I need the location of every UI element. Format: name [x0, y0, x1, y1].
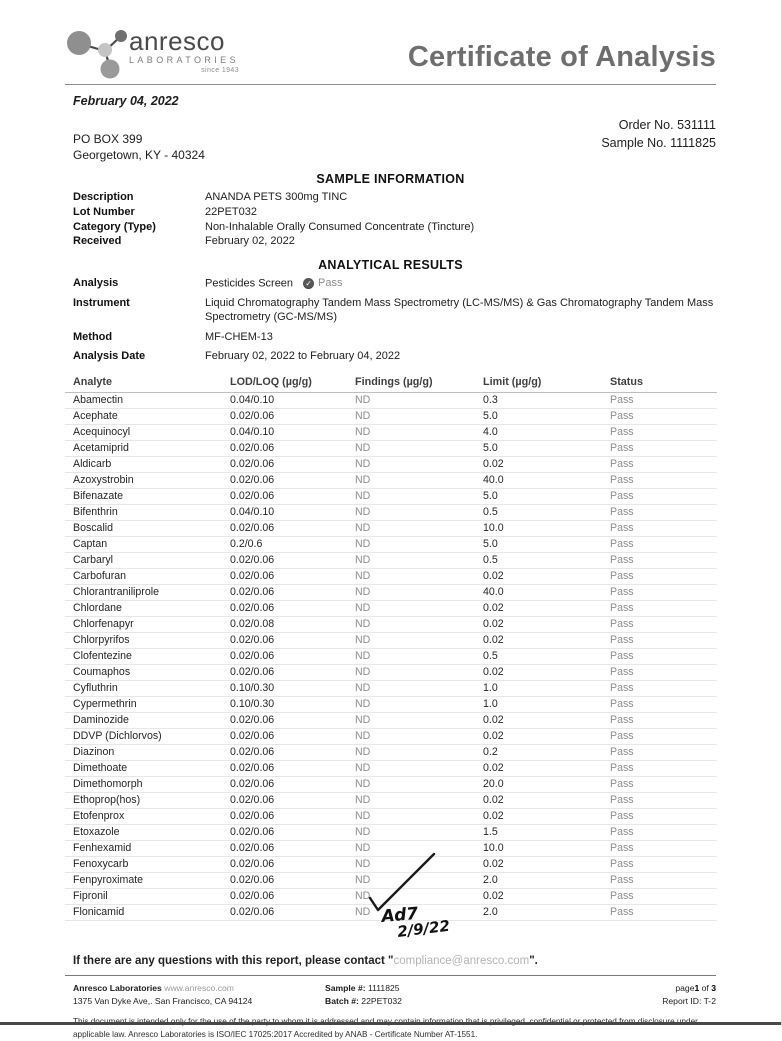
cell-lod-loq: 0.02/0.06 [230, 840, 355, 856]
cell-analyte: Etoxazole [65, 824, 230, 840]
cell-lod-loq: 0.02/0.06 [230, 712, 355, 728]
cell-status: Pass [610, 456, 717, 472]
footer: Anresco Laboratories www.anresco.com 1375 Van Dyke Ave,. San Francisco, CA 94124 Sample #: 1111825 Batch #: 22PET032 page1 of 3 Report ID: T-2 [0, 976, 781, 1009]
table-row [65, 904, 717, 920]
cell-limit: 2.0 [483, 872, 610, 888]
cell-limit: 0.3 [483, 392, 610, 408]
cell-analyte: Fipronil [65, 888, 230, 904]
cell-findings: ND [355, 408, 483, 424]
cell-analyte: Diazinon [65, 744, 230, 760]
cell-status: Pass [610, 552, 717, 568]
cell-status: Pass [610, 792, 717, 808]
cell-analyte: Coumaphos [65, 664, 230, 680]
table-row [65, 392, 717, 408]
cell-findings: ND [355, 744, 483, 760]
cell-analyte: Acequinocyl [65, 424, 230, 440]
cell-analyte: Cyfluthrin [65, 680, 230, 696]
cell-analyte: Captan [65, 536, 230, 552]
cell-status: Pass [610, 872, 717, 888]
cell-limit: 0.02 [483, 616, 610, 632]
table-row [65, 840, 717, 856]
cell-limit: 40.0 [483, 584, 610, 600]
cell-findings: ND [355, 520, 483, 536]
table-row [65, 872, 717, 888]
table-row [65, 552, 717, 568]
cell-lod-loq: 0.02/0.06 [230, 552, 355, 568]
cell-findings: ND [355, 824, 483, 840]
cell-lod-loq: 0.02/0.06 [230, 440, 355, 456]
table-row [65, 456, 717, 472]
page-indicator: page1 of 3 [675, 982, 716, 993]
cell-findings: ND [355, 552, 483, 568]
sample-number: Sample No. 1111825 [601, 136, 716, 151]
table-row [65, 472, 717, 488]
cell-limit: 0.5 [483, 648, 610, 664]
cell-findings: ND [355, 712, 483, 728]
cell-findings: ND [355, 632, 483, 648]
brand-name: anresco [129, 26, 225, 56]
cell-limit: 0.5 [483, 552, 610, 568]
cell-limit: 1.0 [483, 696, 610, 712]
report-id: Report ID: T-2 [662, 995, 716, 1006]
cell-limit: 5.0 [483, 536, 610, 552]
column-header-lod-loq: LOD/LOQ (µg/g) [230, 374, 355, 393]
cell-status: Pass [610, 600, 717, 616]
analysis-value: Pesticides Screen [205, 277, 294, 290]
cell-lod-loq: 0.02/0.06 [230, 584, 355, 600]
cell-status: Pass [610, 488, 717, 504]
footer-disclaimer: applicable law. Anresco Laboratories is ISO/IEC 17025:2017 Accredited by ANAB - Certificate Number AT-1551. [73, 1029, 478, 1039]
cell-status: Pass [610, 392, 717, 408]
table-row [65, 712, 717, 728]
cell-lod-loq: 0.10/0.30 [230, 680, 355, 696]
cell-lod-loq: 0.02/0.06 [230, 744, 355, 760]
pass-status-label: Pass [318, 277, 343, 290]
table-row [65, 424, 717, 440]
page-bottom-edge [0, 1022, 781, 1025]
cell-lod-loq: 0.10/0.30 [230, 696, 355, 712]
cell-lod-loq: 0.02/0.06 [230, 760, 355, 776]
table-header-row [65, 374, 717, 393]
cell-lod-loq: 0.02/0.08 [230, 616, 355, 632]
cell-status: Pass [610, 856, 717, 872]
cell-lod-loq: 0.02/0.06 [230, 664, 355, 680]
cell-findings: ND [355, 424, 483, 440]
table-row [65, 536, 717, 552]
cell-analyte: Cypermethrin [65, 696, 230, 712]
cell-findings: ND [355, 888, 483, 904]
cell-status: Pass [610, 712, 717, 728]
cell-lod-loq: 0.02/0.06 [230, 408, 355, 424]
cell-lod-loq: 0.02/0.06 [230, 456, 355, 472]
cell-analyte: Chlorantraniliprole [65, 584, 230, 600]
cell-limit: 0.02 [483, 632, 610, 648]
cell-limit: 5.0 [483, 408, 610, 424]
cell-findings: ND [355, 760, 483, 776]
cell-limit: 2.0 [483, 904, 610, 920]
brand-subtitle: LABORATORIES [129, 55, 239, 65]
field-instrument: Instrument Liquid Chromatography Tandem Mass Spectrometry (LC-MS/MS) & Gas Chromatography Tandem Mass Spectrometry (GC-MS/MS) [73, 296, 714, 324]
order-number: Order No. 531111 [618, 118, 716, 132]
cell-findings: ND [355, 840, 483, 856]
cell-lod-loq: 0.04/0.10 [230, 504, 355, 520]
cell-lod-loq: 0.04/0.10 [230, 392, 355, 408]
cell-status: Pass [610, 728, 717, 744]
address-line-1: PO BOX 399 [73, 132, 143, 146]
cell-limit: 4.0 [483, 424, 610, 440]
table-row [65, 792, 717, 808]
cell-analyte: Ethoprop(hos) [65, 792, 230, 808]
cell-status: Pass [610, 696, 717, 712]
meta-band [65, 116, 716, 163]
cell-analyte: Bifenazate [65, 488, 230, 504]
cell-limit: 40.0 [483, 472, 610, 488]
table-row [65, 616, 717, 632]
cell-analyte: Bifenthrin [65, 504, 230, 520]
cell-findings: ND [355, 680, 483, 696]
cell-lod-loq: 0.02/0.06 [230, 904, 355, 920]
table-row [65, 520, 717, 536]
field-lot-number: Lot Number 22PET032 [73, 205, 257, 218]
cell-status: Pass [610, 424, 717, 440]
cell-analyte: Flonicamid [65, 904, 230, 920]
table-row [65, 408, 717, 424]
field-analysis: Analysis Pesticides Screen ✓ Pass [73, 277, 343, 290]
cell-lod-loq: 0.02/0.06 [230, 856, 355, 872]
table-row [65, 440, 717, 456]
cell-analyte: Acephate [65, 408, 230, 424]
cell-limit: 1.5 [483, 824, 610, 840]
field-method: Method MF-CHEM-13 [73, 330, 273, 343]
table-row [65, 632, 717, 648]
cell-lod-loq: 0.02/0.06 [230, 472, 355, 488]
cell-findings: ND [355, 728, 483, 744]
cell-limit: 20.0 [483, 776, 610, 792]
column-header-limit: Limit (µg/g) [483, 374, 610, 393]
cell-lod-loq: 0.04/0.10 [230, 424, 355, 440]
cell-findings: ND [355, 536, 483, 552]
cell-lod-loq: 0.02/0.06 [230, 632, 355, 648]
field-category-type: Category (Type) Non-Inhalable Orally Consumed Concentrate (Tincture) [73, 220, 475, 233]
cell-limit: 0.02 [483, 808, 610, 824]
cell-findings: ND [355, 488, 483, 504]
table-row [65, 600, 717, 616]
footer-address: 1375 Van Dyke Ave,. San Francisco, CA 94124 [73, 995, 253, 1006]
anresco-logo [65, 28, 239, 80]
cell-lod-loq: 0.02/0.06 [230, 808, 355, 824]
cell-limit: 0.02 [483, 712, 610, 728]
header [65, 0, 716, 80]
cell-findings: ND [355, 456, 483, 472]
cell-limit: 0.2 [483, 744, 610, 760]
sample-information-heading: SAMPLE INFORMATION [316, 172, 465, 187]
cell-status: Pass [610, 760, 717, 776]
cell-analyte: Azoxystrobin [65, 472, 230, 488]
cell-findings: ND [355, 664, 483, 680]
cell-findings: ND [355, 392, 483, 408]
cell-limit: 5.0 [483, 440, 610, 456]
cell-analyte: Carbofuran [65, 568, 230, 584]
cell-lod-loq: 0.02/0.06 [230, 776, 355, 792]
cell-status: Pass [610, 584, 717, 600]
table-row [65, 856, 717, 872]
cell-analyte: Daminozide [65, 712, 230, 728]
cell-analyte: Boscalid [65, 520, 230, 536]
cell-limit: 0.02 [483, 568, 610, 584]
cell-status: Pass [610, 520, 717, 536]
cell-limit: 0.02 [483, 760, 610, 776]
cell-analyte: Abamectin [65, 392, 230, 408]
report-date: February 04, 2022 [73, 94, 179, 108]
cell-limit: 0.5 [483, 504, 610, 520]
cell-limit: 0.02 [483, 728, 610, 744]
cell-analyte: Chlorfenapyr [65, 616, 230, 632]
cell-status: Pass [610, 440, 717, 456]
cell-status: Pass [610, 632, 717, 648]
cell-analyte: Aldicarb [65, 456, 230, 472]
column-header-status: Status [610, 374, 717, 393]
cell-limit: 0.02 [483, 888, 610, 904]
cell-findings: ND [355, 904, 483, 920]
cell-findings: ND [355, 616, 483, 632]
pesticides-results-table [65, 374, 717, 921]
table-row [65, 680, 717, 696]
cell-limit: 0.02 [483, 600, 610, 616]
cell-status: Pass [610, 808, 717, 824]
analytical-results-fields [65, 276, 716, 363]
sample-information-fields [65, 190, 716, 249]
cell-analyte: DDVP (Dichlorvos) [65, 728, 230, 744]
cell-lod-loq: 0.02/0.06 [230, 728, 355, 744]
table-row [65, 488, 717, 504]
cell-findings: ND [355, 504, 483, 520]
cell-status: Pass [610, 840, 717, 856]
molecule-logo-icon [65, 28, 127, 80]
handwritten-date: 2/9/22 [396, 916, 451, 941]
cell-analyte: Fenpyroximate [65, 872, 230, 888]
table-row [65, 888, 717, 904]
cell-status: Pass [610, 904, 717, 920]
cell-findings: ND [355, 584, 483, 600]
cell-status: Pass [610, 472, 717, 488]
field-analysis-date: Analysis Date February 02, 2022 to February 04, 2022 [73, 349, 401, 362]
cell-limit: 0.02 [483, 664, 610, 680]
cell-findings: ND [355, 872, 483, 888]
table-row [65, 696, 717, 712]
cell-limit: 10.0 [483, 840, 610, 856]
table-row [65, 648, 717, 664]
cell-lod-loq: 0.02/0.06 [230, 824, 355, 840]
cell-analyte: Carbaryl [65, 552, 230, 568]
header-divider [65, 84, 716, 85]
brand-since: since 1943 [201, 67, 239, 74]
cell-limit: 1.0 [483, 680, 610, 696]
cell-lod-loq: 0.02/0.06 [230, 872, 355, 888]
cell-analyte: Fenoxycarb [65, 856, 230, 872]
cell-status: Pass [610, 744, 717, 760]
cell-analyte: Dimethomorph [65, 776, 230, 792]
cell-findings: ND [355, 808, 483, 824]
cell-analyte: Acetamiprid [65, 440, 230, 456]
cell-lod-loq: 0.02/0.06 [230, 648, 355, 664]
footer-website-link[interactable]: www.anresco.com [164, 982, 234, 993]
table-row [65, 568, 717, 584]
cell-lod-loq: 0.2/0.6 [230, 536, 355, 552]
cell-limit: 0.02 [483, 856, 610, 872]
footer-company: Anresco Laboratories [73, 982, 162, 993]
cell-limit: 0.02 [483, 456, 610, 472]
cell-analyte: Chlorpyrifos [65, 632, 230, 648]
table-row [65, 728, 717, 744]
analytical-results-heading: ANALYTICAL RESULTS [318, 258, 463, 273]
cell-status: Pass [610, 664, 717, 680]
cell-findings: ND [355, 440, 483, 456]
table-row [65, 504, 717, 520]
cell-limit: 5.0 [483, 488, 610, 504]
cell-analyte: Dimethoate [65, 760, 230, 776]
cell-analyte: Chlordane [65, 600, 230, 616]
cell-status: Pass [610, 888, 717, 904]
footer-sample-number: 1111825 [368, 982, 400, 993]
cell-lod-loq: 0.02/0.06 [230, 888, 355, 904]
contact-note: If there are any questions with this report, please contact "compliance@anresco.com". [73, 954, 538, 967]
footer-batch-number: 22PET032 [361, 995, 402, 1006]
cell-analyte: Clofentezine [65, 648, 230, 664]
cell-findings: ND [355, 472, 483, 488]
cell-status: Pass [610, 408, 717, 424]
pass-check-icon: ✓ [303, 278, 314, 289]
cell-limit: 0.02 [483, 792, 610, 808]
cell-status: Pass [610, 504, 717, 520]
column-header-findings: Findings (µg/g) [355, 374, 483, 393]
cell-findings: ND [355, 648, 483, 664]
compliance-email-link[interactable]: compliance@anresco.com [393, 954, 530, 967]
table-row [65, 824, 717, 840]
cell-findings: ND [355, 856, 483, 872]
cell-limit: 10.0 [483, 520, 610, 536]
table-row [65, 664, 717, 680]
cell-findings: ND [355, 568, 483, 584]
cell-status: Pass [610, 616, 717, 632]
pass-status-badge [303, 276, 342, 291]
cell-lod-loq: 0.02/0.06 [230, 520, 355, 536]
column-header-analyte: Analyte [65, 374, 230, 393]
table-row [65, 744, 717, 760]
cell-lod-loq: 0.02/0.06 [230, 600, 355, 616]
table-row [65, 776, 717, 792]
field-description: Description ANANDA PETS 300mg TINC [73, 191, 348, 204]
table-row [65, 808, 717, 824]
cell-status: Pass [610, 568, 717, 584]
document-title: Certificate of Analysis [407, 41, 716, 73]
table-row [65, 584, 717, 600]
cell-status: Pass [610, 824, 717, 840]
cell-findings: ND [355, 792, 483, 808]
cell-findings: ND [355, 776, 483, 792]
cell-lod-loq: 0.02/0.06 [230, 568, 355, 584]
field-received: Received February 02, 2022 [73, 235, 295, 248]
cell-status: Pass [610, 536, 717, 552]
handwritten-initials: Ad7 [380, 903, 419, 927]
address-line-2: Georgetown, KY - 40324 [73, 147, 205, 162]
cell-analyte: Fenhexamid [65, 840, 230, 856]
cell-analyte: Etofenprox [65, 808, 230, 824]
cell-status: Pass [610, 680, 717, 696]
cell-lod-loq: 0.02/0.06 [230, 792, 355, 808]
cell-status: Pass [610, 648, 717, 664]
cell-findings: ND [355, 696, 483, 712]
cell-status: Pass [610, 776, 717, 792]
table-row [65, 760, 717, 776]
cell-lod-loq: 0.02/0.06 [230, 488, 355, 504]
cell-findings: ND [355, 600, 483, 616]
